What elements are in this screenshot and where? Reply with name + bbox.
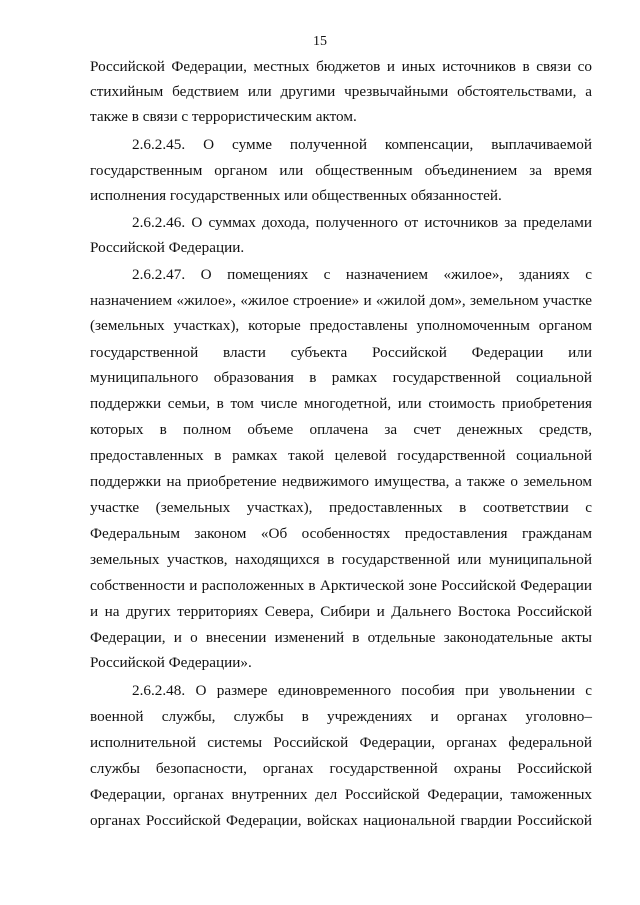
text-line: назначением «жилое», «жилое строение» и «жилой дом», земельном участке (90, 292, 592, 309)
text-line: муниципального образования в рамках государственной социальной (90, 369, 592, 386)
text-line: участке (земельных участках), предоставленных в соответствии с (90, 499, 592, 516)
text-line: службы безопасности, органах государственной охраны Российской (90, 760, 592, 777)
text-line: государственным органом или общественным объединением за время (90, 162, 592, 179)
text-line: также в связи с террористическим актом. (90, 108, 357, 125)
text-line: исполнительной системы Российской Федерации, органах федеральной (90, 734, 592, 751)
text-line: Федерации, и о внесении изменений в отдельные законодательные акты (90, 629, 592, 646)
text-line: (земельных участках), которые предоставлены уполномоченным органом (90, 317, 592, 334)
text-line: Российской Федерации. (90, 239, 245, 256)
text-line: 2.6.2.48. О размере единовременного пособия при увольнении с (132, 682, 592, 699)
text-line: которых в полном объеме оплачена за счет денежных средств, (90, 421, 592, 438)
text-line: государственной власти субъекта Российской Федерации или (90, 344, 592, 361)
text-line: Российской Федерации». (90, 654, 252, 671)
text-line: 2.6.2.46. О суммах дохода, полученного от источников за пределами (132, 214, 592, 231)
text-line: исполнения государственных или общественных обязанностей. (90, 187, 502, 204)
text-line: и на других территориях Севера, Сибири и Дальнего Востока Российской (90, 603, 592, 620)
text-line: земельных участков, находящихся в государственной или муниципальной (90, 551, 592, 568)
text-line: собственности и расположенных в Арктической зоне Российской Федерации (90, 577, 592, 594)
text-line: Федеральным законом «Об особенностях предоставления гражданам (90, 525, 592, 542)
text-line: предоставленных в рамках такой целевой государственной социальной (90, 447, 592, 464)
text-line: военной службы, службы в учреждениях и органах уголовно– (90, 708, 592, 725)
text-line: поддержки семьи, в том числе многодетной, или стоимость приобретения (90, 395, 592, 412)
page-number: 15 (313, 34, 327, 49)
text-line: Российской Федерации, местных бюджетов и иных источников в связи со (90, 58, 592, 75)
text-line: органах Российской Федерации, войсках национальной гвардии Российской (90, 812, 592, 829)
text-line: 2.6.2.45. О сумме полученной компенсации, выплачиваемой (132, 136, 592, 153)
text-line: стихийным бедствием или другими чрезвычайными обстоятельствами, а (90, 83, 592, 100)
text-line: 2.6.2.47. О помещениях с назначением «жилое», зданиях с (132, 266, 592, 283)
text-line: Федерации, органах внутренних дел Российской Федерации, таможенных (90, 786, 592, 803)
text-line: поддержки на приобретение недвижимого имущества, а также о земельном (90, 473, 592, 490)
